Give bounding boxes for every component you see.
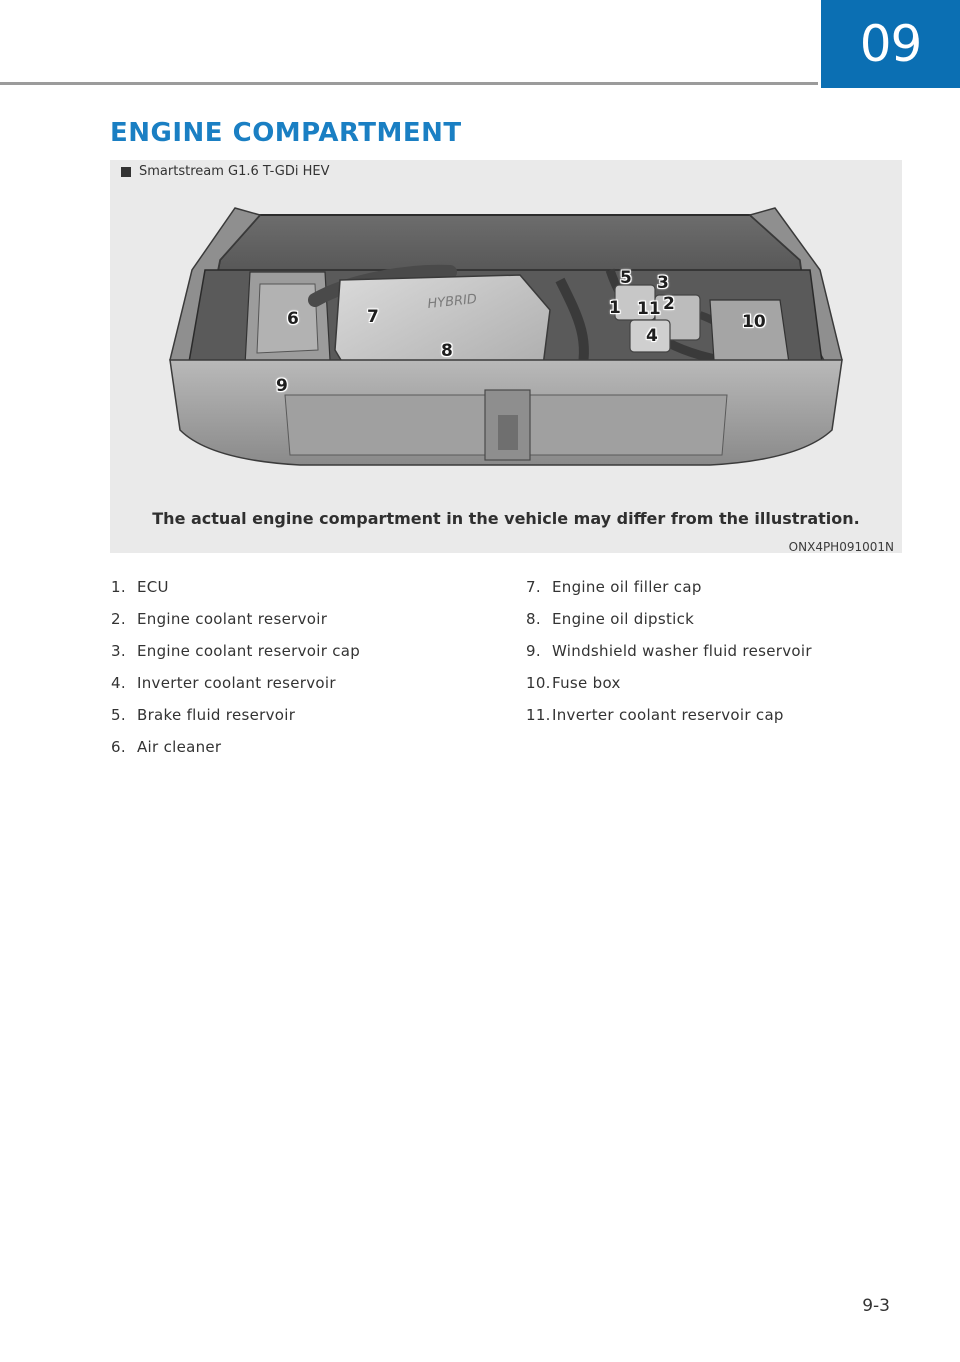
bullet-square-icon xyxy=(121,167,131,177)
item-number: 6. xyxy=(111,738,126,756)
header-rule xyxy=(0,82,818,85)
item-label: Engine oil dipstick xyxy=(552,610,695,628)
list-item xyxy=(526,610,812,642)
callout-3: 3 xyxy=(657,273,669,293)
item-number: 4. xyxy=(111,674,126,692)
item-number: 2. xyxy=(111,610,126,628)
item-label: Brake fluid reservoir xyxy=(137,706,296,724)
engine-cover-label: HYBRID xyxy=(426,291,478,312)
callout-7: 7 xyxy=(367,307,379,327)
callout-11: 11 xyxy=(637,299,661,319)
list-item xyxy=(111,578,360,610)
item-label: Windshield washer fluid reservoir xyxy=(552,642,812,660)
callout-8: 8 xyxy=(441,341,453,361)
item-label: Engine coolant reservoir xyxy=(137,610,328,628)
item-number: 10. xyxy=(526,674,551,692)
list-item xyxy=(111,674,360,706)
callout-1: 1 xyxy=(609,298,621,318)
figure-caption: The actual engine compartment in the vehicle may differ from the illustration. xyxy=(152,509,860,528)
figure-code: ONX4PH091001N xyxy=(788,540,894,553)
item-label: Engine coolant reservoir cap xyxy=(137,642,361,660)
list-item xyxy=(111,738,360,770)
list-item xyxy=(526,674,812,706)
parts-list-left xyxy=(111,578,360,770)
parts-list-right xyxy=(526,578,812,738)
chapter-tab xyxy=(821,0,960,88)
engine-model-label: Smartstream G1.6 T-GDi HEV xyxy=(139,164,330,179)
callout-2: 2 xyxy=(663,294,675,314)
callout-6: 6 xyxy=(287,309,299,329)
callout-10: 10 xyxy=(742,312,766,332)
item-label: ECU xyxy=(137,578,169,596)
item-number: 11. xyxy=(526,706,551,724)
callout-9: 9 xyxy=(276,376,288,396)
item-number: 1. xyxy=(111,578,126,596)
item-label: Inverter coolant reservoir xyxy=(137,674,336,692)
item-label: Air cleaner xyxy=(137,738,222,756)
item-number: 8. xyxy=(526,610,541,628)
list-item xyxy=(111,610,360,642)
engine-figure xyxy=(110,160,902,553)
item-label: Fuse box xyxy=(552,674,621,692)
engine-illustration xyxy=(110,160,902,500)
item-number: 3. xyxy=(111,642,126,660)
list-item xyxy=(526,706,812,738)
callout-5: 5 xyxy=(620,268,632,288)
list-item xyxy=(526,578,812,610)
item-label: Engine oil filler cap xyxy=(552,578,702,596)
callout-4: 4 xyxy=(646,326,658,346)
item-number: 9. xyxy=(526,642,541,660)
figure-label xyxy=(121,164,330,179)
list-item xyxy=(111,706,360,738)
chapter-number: 09 xyxy=(859,15,922,73)
list-item xyxy=(111,642,360,674)
item-number: 7. xyxy=(526,578,541,596)
section-title: ENGINE COMPARTMENT xyxy=(110,118,462,148)
page-number: 9-3 xyxy=(862,1296,890,1316)
item-label: Inverter coolant reservoir cap xyxy=(552,706,784,724)
list-item xyxy=(526,642,812,674)
item-number: 5. xyxy=(111,706,126,724)
